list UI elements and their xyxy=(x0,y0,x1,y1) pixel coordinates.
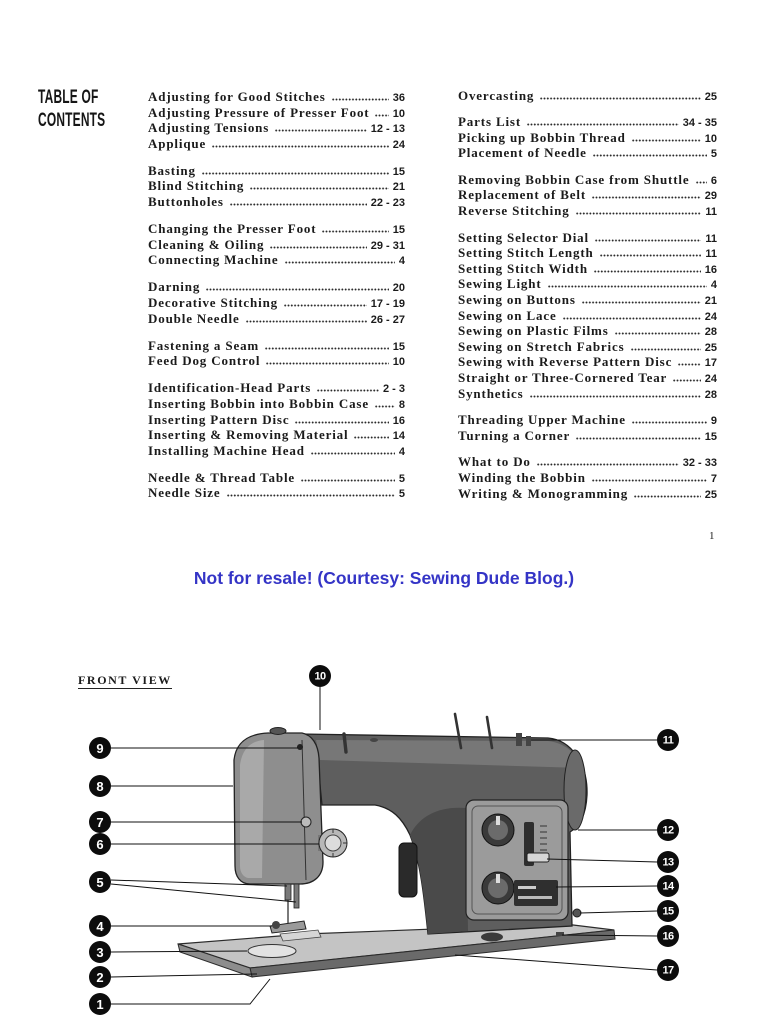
toc-entry-page: 5 xyxy=(398,488,405,501)
head-cap xyxy=(270,728,286,735)
toc-entry-title: Inserting & Removing Material xyxy=(148,427,349,443)
toc-entry-page: 6 xyxy=(710,174,717,187)
toc-entry xyxy=(458,470,717,486)
toc-entry xyxy=(458,88,717,104)
toc-entry xyxy=(148,120,405,136)
bobbin-winder-latch xyxy=(526,736,531,746)
toc-entry-page: 25 xyxy=(704,90,717,103)
toc-entry-page: 17 - 19 xyxy=(370,298,405,311)
toc-entry-page: 28 xyxy=(704,326,717,339)
pattern-selector-dial xyxy=(482,814,514,846)
toc-entry-page: 9 xyxy=(710,415,717,428)
toc-entry xyxy=(148,237,405,253)
toc-entry-page: 5 xyxy=(710,148,717,161)
dot-leader xyxy=(576,437,701,440)
toc-entry xyxy=(148,380,405,396)
dot-leader xyxy=(540,97,700,100)
dot-leader xyxy=(375,114,388,117)
toc-group xyxy=(148,470,405,501)
toc-entry-page: 15 xyxy=(392,165,405,178)
toc-group xyxy=(148,279,405,326)
toc-heading xyxy=(38,86,105,132)
front-view-illustration xyxy=(0,640,768,1024)
control-panel xyxy=(466,800,581,920)
dot-leader xyxy=(592,196,701,199)
tension-disc xyxy=(301,817,311,827)
toc-entry xyxy=(148,279,405,295)
page-number: 1 xyxy=(709,530,715,542)
callout-number: 5 xyxy=(96,875,104,890)
dot-leader xyxy=(576,212,702,215)
dot-leader xyxy=(266,362,388,365)
toc-entry xyxy=(148,470,405,486)
callout-number: 10 xyxy=(314,670,326,683)
toc-group xyxy=(148,338,405,369)
toc-entry-page: 11 xyxy=(705,248,717,261)
light-switch xyxy=(573,909,581,917)
toc-entry-title: Sewing on Buttons xyxy=(458,292,576,308)
toc-entry-page: 7 xyxy=(710,472,717,485)
toc-entry-title: Cleaning & Oiling xyxy=(148,236,265,252)
dot-leader xyxy=(527,123,679,126)
dot-leader xyxy=(275,129,367,132)
toc-entry-page: 24 xyxy=(392,138,405,151)
reverse-button xyxy=(399,843,417,897)
machine-bed xyxy=(178,924,615,977)
toc-entry-title: Blind Stitching xyxy=(148,178,245,194)
toc-group xyxy=(148,89,405,151)
dot-leader xyxy=(227,494,395,497)
dot-leader xyxy=(696,181,707,184)
callout-number: 7 xyxy=(96,815,104,830)
toc-entry-page: 10 xyxy=(392,107,405,120)
toc-entry-page: 16 xyxy=(704,263,717,276)
toc-entry-page: 15 xyxy=(392,224,405,237)
callout-number: 17 xyxy=(662,964,674,977)
toc-entry xyxy=(148,252,405,268)
callout-17 xyxy=(455,955,679,981)
toc-entry xyxy=(458,130,717,146)
toc-entry-page: 4 xyxy=(710,279,717,292)
toc-entry-page: 2 - 3 xyxy=(382,383,405,396)
dot-leader xyxy=(246,320,367,323)
toc-entry-page: 26 - 27 xyxy=(370,313,405,326)
toc-entry-title: Identification-Head Parts xyxy=(148,380,312,396)
bobbin-winder xyxy=(516,733,522,746)
toc-group xyxy=(458,454,717,501)
toc-entry-title: Adjusting for Good Stitches xyxy=(148,89,326,104)
callout-number: 14 xyxy=(662,880,674,893)
callout-number: 12 xyxy=(662,824,674,837)
dot-leader xyxy=(537,463,679,466)
toc-entry-page: 12 - 13 xyxy=(370,123,405,136)
toc-entry-title: Basting xyxy=(148,162,196,178)
toc-entry xyxy=(148,485,405,501)
slide-plate xyxy=(248,945,296,958)
toc-entry-title: Writing & Monogramming xyxy=(458,485,629,501)
callout-number: 16 xyxy=(662,930,674,943)
toc-group xyxy=(148,221,405,268)
dot-leader xyxy=(285,261,395,264)
dot-leader xyxy=(595,239,701,242)
toc-entry-page: 25 xyxy=(704,488,717,501)
callout-number: 4 xyxy=(96,919,104,934)
dot-leader xyxy=(301,479,395,482)
callout-8 xyxy=(89,775,233,797)
toc-entry-title: Sewing on Lace xyxy=(458,307,557,323)
dot-leader xyxy=(582,301,701,304)
toc-entry xyxy=(148,295,405,311)
toc-entry xyxy=(148,178,405,194)
toc-entry-page: 28 xyxy=(704,388,717,401)
dot-leader xyxy=(593,154,707,157)
toc-entry xyxy=(458,428,717,444)
dot-leader xyxy=(284,304,367,307)
toc-entry xyxy=(458,261,717,277)
toc-entry-title: Sewing with Reverse Pattern Disc xyxy=(458,354,673,370)
toc-entry-page: 10 xyxy=(704,132,717,145)
dot-leader xyxy=(202,172,389,175)
toc-entry xyxy=(148,396,405,412)
toc-entry-page: 11 xyxy=(705,206,717,219)
toc-entry-title: Setting Stitch Length xyxy=(458,245,594,261)
toc-entry-page: 8 xyxy=(398,399,405,411)
toc-entry-title: Overcasting xyxy=(458,87,535,103)
toc-entry-page: 4 xyxy=(398,445,405,458)
dot-leader xyxy=(592,479,707,482)
toc-entry-page: 24 xyxy=(704,373,717,385)
toc-group xyxy=(458,230,717,402)
toc-entry-title: Sewing Light xyxy=(458,276,542,292)
dot-leader xyxy=(600,254,702,257)
callout-number: 3 xyxy=(96,945,104,960)
toc-entry xyxy=(148,338,405,354)
bed-clip xyxy=(481,933,503,942)
toc-group xyxy=(458,114,717,161)
toc-group xyxy=(458,88,717,104)
dot-leader xyxy=(632,421,707,424)
toc-column-left xyxy=(148,89,405,501)
toc-entry xyxy=(458,412,717,428)
callout-1 xyxy=(89,979,270,1015)
toc-entry-page: 15 xyxy=(704,430,717,443)
dot-leader xyxy=(632,139,701,142)
dot-leader xyxy=(311,452,395,455)
toc-entry-page: 10 xyxy=(392,356,405,369)
dot-leader xyxy=(594,270,701,273)
stitch-width-lever xyxy=(527,853,549,862)
toc-entry-title: Replacement of Belt xyxy=(458,187,587,203)
dot-leader xyxy=(673,379,701,382)
toc-entry-page: 24 xyxy=(704,310,717,323)
toc-entry-title: Sewing on Stretch Fabrics xyxy=(458,338,625,354)
toc-entry xyxy=(458,145,717,161)
toc-entry xyxy=(148,105,405,121)
toc-entry xyxy=(148,221,405,237)
callout-14 xyxy=(556,875,679,897)
toc-entry xyxy=(148,427,405,443)
stitch-length-dial xyxy=(482,872,514,904)
toc-entry-title: Setting Stitch Width xyxy=(458,260,588,276)
toc-entry-page: 11 xyxy=(705,232,717,245)
toc-entry xyxy=(148,443,405,459)
toc-entry xyxy=(458,486,717,502)
toc-entry-page: 20 xyxy=(392,282,405,295)
toc-entry-title: Turning a Corner xyxy=(458,427,571,443)
toc-entry-title: Decorative Stitching xyxy=(148,295,279,311)
needle-assembly xyxy=(270,884,306,933)
pressure-regulator xyxy=(297,744,303,750)
toc-entry-title: Buttonholes xyxy=(148,194,224,210)
toc-group xyxy=(148,380,405,458)
toc-entry xyxy=(458,114,717,130)
toc-entry-page: 21 xyxy=(704,295,717,308)
dot-leader xyxy=(563,317,701,320)
callout-number: 9 xyxy=(96,741,104,756)
toc-entry-title: Straight or Three-Cornered Tear xyxy=(458,370,668,385)
toc-entry-page: 15 xyxy=(392,340,405,353)
toc-entry-title: Applique xyxy=(148,135,207,151)
toc-entry xyxy=(458,454,717,470)
callout-number: 1 xyxy=(96,997,104,1012)
toc-entry-title: Darning xyxy=(148,279,201,295)
toc-entry xyxy=(148,412,405,428)
dot-leader xyxy=(250,187,389,190)
toc-entry xyxy=(458,187,717,203)
toc-entry-page: 25 xyxy=(704,341,717,354)
dot-leader xyxy=(530,395,701,398)
toc-entry xyxy=(458,370,717,386)
toc-entry-title: Parts List xyxy=(458,114,522,130)
toc-entry-page: 36 xyxy=(392,92,405,104)
toc-entry-title: Fastening a Seam xyxy=(148,337,260,353)
dot-leader xyxy=(332,98,389,101)
toc-entry-title: Double Needle xyxy=(148,310,240,326)
toc-entry xyxy=(148,194,405,210)
toc-column-right xyxy=(458,88,717,502)
toc-entry-title: Installing Machine Head xyxy=(148,442,305,458)
toc-entry-page: 4 xyxy=(398,255,405,268)
toc-entry-title: Needle Size xyxy=(148,485,221,501)
toc-entry-title: Feed Dog Control xyxy=(148,353,261,369)
callout-10 xyxy=(309,665,331,730)
toc-entry-title: Setting Selector Dial xyxy=(458,229,589,245)
toc-entry-page: 21 xyxy=(392,181,405,194)
dot-leader xyxy=(631,348,701,351)
dot-leader xyxy=(270,246,366,249)
toc-entry-title: Threading Upper Machine xyxy=(458,412,626,428)
thread-guide xyxy=(344,734,346,752)
toc-entry-title: Needle & Thread Table xyxy=(148,469,296,485)
toc-entry-title: Winding the Bobbin xyxy=(458,469,586,485)
toc-group xyxy=(458,172,717,219)
toc-entry xyxy=(458,276,717,292)
toc-entry xyxy=(458,292,717,308)
toc-entry xyxy=(458,354,717,370)
toc-entry xyxy=(148,163,405,179)
toc-entry xyxy=(458,308,717,324)
toc-entry-page: 22 - 23 xyxy=(370,197,405,210)
name-plate xyxy=(514,880,558,906)
toc-entry-title: Connecting Machine xyxy=(148,252,279,268)
dot-leader xyxy=(230,203,367,206)
toc-group xyxy=(458,412,717,443)
toc-entry-title: Placement of Needle xyxy=(458,145,587,161)
dot-leader xyxy=(265,347,389,350)
dot-leader xyxy=(678,363,701,366)
toc-entry-page: 5 xyxy=(398,472,405,485)
dot-leader xyxy=(212,145,389,148)
toc-entry-page: 32 - 33 xyxy=(682,457,717,470)
dot-leader xyxy=(206,288,389,291)
callout-12 xyxy=(578,819,679,841)
toc-heading-line2: CONTENTS xyxy=(38,110,106,131)
callout-number: 13 xyxy=(662,856,674,869)
toc-entry-title: Reverse Stitching xyxy=(458,203,570,219)
toc-entry-title: Sewing on Plastic Films xyxy=(458,323,609,339)
toc-entry-page: 14 xyxy=(392,430,405,443)
toc-entry xyxy=(148,353,405,369)
toc-entry-page: 17 xyxy=(704,357,717,370)
callout-number: 6 xyxy=(96,837,104,852)
toc-entry-page: 16 xyxy=(392,414,405,427)
toc-entry xyxy=(458,172,717,188)
toc-entry xyxy=(458,339,717,355)
toc-heading-line1: TABLE OF xyxy=(38,87,99,108)
toc-entry-title: Changing the Presser Foot xyxy=(148,221,317,237)
toc-entry-title: Adjusting Tensions xyxy=(148,120,270,136)
tension-knob xyxy=(318,829,347,857)
toc-entry-title: Synthetics xyxy=(458,385,524,401)
toc-entry xyxy=(148,136,405,152)
callout-number: 11 xyxy=(662,734,674,747)
callout-number: 8 xyxy=(96,779,104,794)
toc-entry xyxy=(458,323,717,339)
dot-leader xyxy=(295,421,388,424)
toc-entry xyxy=(458,245,717,261)
dot-leader xyxy=(615,332,701,335)
toc-entry-title: Adjusting Pressure of Presser Foot xyxy=(148,104,370,120)
toc-entry-title: Inserting Pattern Disc xyxy=(148,411,290,427)
dot-leader xyxy=(322,230,388,233)
dot-leader xyxy=(375,405,395,408)
toc-entry xyxy=(148,311,405,327)
dot-leader xyxy=(548,285,707,288)
callout-15 xyxy=(580,900,679,922)
dot-leader xyxy=(317,389,379,392)
toc-entry-title: What to Do xyxy=(458,454,531,470)
dot-leader xyxy=(634,495,701,498)
thread-guide xyxy=(370,738,378,742)
toc-entry xyxy=(458,386,717,402)
notice-text: Not for resale! (Courtesy: Sewing Dude Blog.) xyxy=(193,568,575,588)
toc-entry-title: Picking up Bobbin Thread xyxy=(458,129,626,145)
toc-entry-page: 29 xyxy=(704,190,717,203)
toc-entry xyxy=(458,230,717,246)
dot-leader xyxy=(354,436,388,439)
callout-number: 2 xyxy=(96,970,104,985)
toc-entry-title: Inserting Bobbin into Bobbin Case xyxy=(148,396,369,411)
toc-entry xyxy=(148,89,405,105)
thumb-screw xyxy=(272,921,280,929)
toc-entry-page: 34 - 35 xyxy=(682,117,717,130)
toc-group xyxy=(148,163,405,210)
front-view-label: FRONT VIEW xyxy=(78,673,172,687)
toc-entry-page: 29 - 31 xyxy=(370,239,405,252)
toc-entry-title: Removing Bobbin Case from Shuttle xyxy=(458,171,690,187)
toc-entry xyxy=(458,203,717,219)
callout-4 xyxy=(89,915,272,937)
callout-number: 15 xyxy=(662,905,674,918)
